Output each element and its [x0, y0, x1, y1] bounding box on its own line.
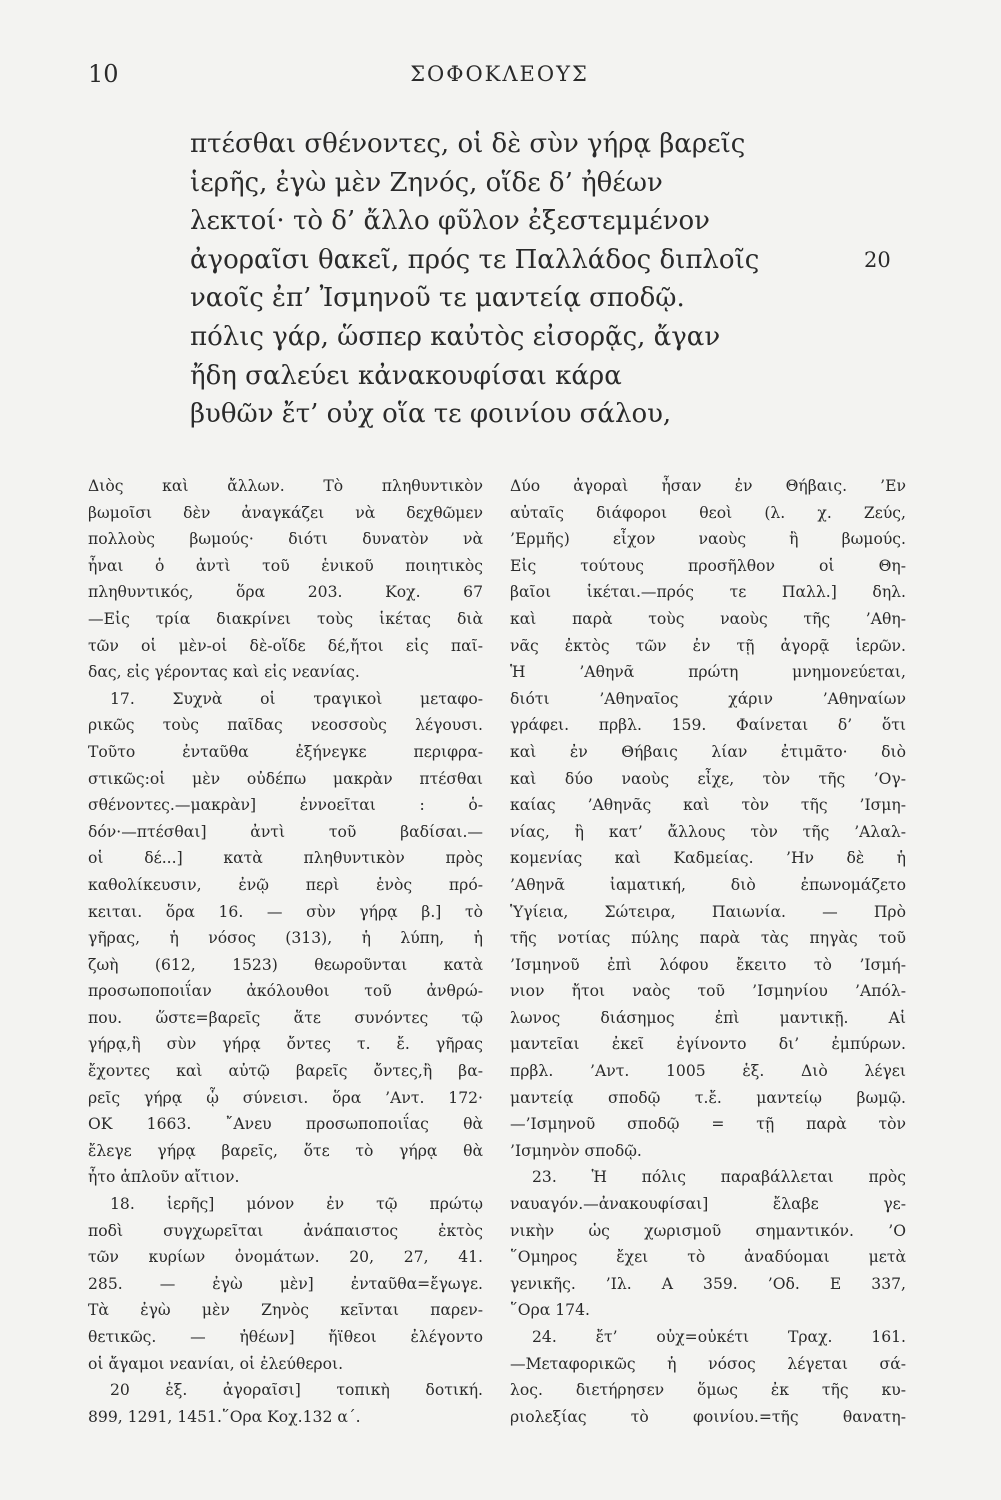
commentary-line: Τοῦτο ἐνταῦθα ἐξήνεγκε περιφρα- [88, 742, 483, 761]
commentary-line: καίας ’Αθηνᾶς καὶ τὸν τῆς ’Ισμη- [510, 796, 906, 815]
commentary-line: κομενίας καὶ Καδμείας. ’Ην δὲ ἡ [510, 849, 906, 868]
page-header [88, 60, 911, 94]
commentary-line: νᾶς ἐκτὸς τῶν ἐν τῇ ἀγορᾷ ἱερῶν. [510, 636, 906, 655]
commentary-line: πολλοὺς βωμούς· διότι δυνατὸν νὰ [88, 530, 483, 549]
commentary-line: Ὑγίεια, Σώτειρα, Παιωνία. — Πρὸ [510, 902, 906, 921]
commentary-line: Τὰ ἐγὼ μὲν Ζηνὸς κεῖνται παρεν- [88, 1301, 483, 1320]
verse-line: πόλις γάρ, ὥσπερ καὐτὸς εἰσορᾷς, ἄγαν [190, 321, 721, 352]
verse-line: ἤδη σαλεύει κἀνακουφίσαι κάρα [190, 360, 622, 391]
commentary-line: ’Ισμηνὸν σποδῷ. [510, 1141, 642, 1160]
commentary-line: αὐταῖς διάφοροι θεοὶ (λ. χ. Ζεύς, [510, 503, 906, 522]
commentary-line: 899, 1291, 1451.῞Ορα Κοχ.132 α΄. [88, 1407, 361, 1426]
verse-line: ναοῖς ἐπ’ Ἰσμηνοῦ τε μαντείᾳ σποδῷ. [190, 283, 685, 314]
commentary-line: τῶν οἱ μὲν-οἱ δὲ-οἵδε δέ,ἤτοι εἰς παῖ- [88, 636, 483, 655]
verse-text [190, 125, 910, 434]
commentary-line: Ἡ ’Αθηνᾶ πρώτη μνημονεύεται, [510, 663, 906, 682]
commentary-line: νιον ἤτοι ναὸς τοῦ ’Ισμηνίου ’Απόλ- [510, 982, 906, 1001]
commentary-line: νίας, ἢ κατ’ ἄλλους τὸν τῆς ’Αλαλ- [510, 822, 906, 841]
commentary-line: —’Ισμηνοῦ σποδῷ = τῇ παρὰ τὸν [510, 1115, 906, 1134]
commentary-line: ’Ερμῆς) εἶχον ναοὺς ἢ βωμούς. [510, 530, 906, 549]
commentary-line: 23. Ἡ πόλις παραβάλλεται πρὸς [532, 1168, 906, 1187]
commentary-line: γράφει. πρβλ. 159. Φαίνεται δ’ ὅτι [510, 716, 906, 735]
commentary-line: τῆς νοτίας πύλης παρὰ τὰς πηγὰς τοῦ [510, 929, 906, 948]
commentary-line: ’Αθηνᾶ ἰαματική, διὸ ἐπωνομάζετο [510, 875, 906, 894]
verse-line: βυθῶν ἔτ’ οὐχ οἵα τε φοινίου σάλου, [190, 399, 672, 430]
commentary-line: Εἰς τούτους προσῆλθον οἱ Θη- [510, 556, 906, 575]
commentary-line: δόν·—πτέσθαι] ἀντὶ τοῦ βαδίσαι.— [88, 822, 483, 841]
commentary-line: πρβλ. ’Αντ. 1005 ἑξ. Διὸ λέγει [510, 1062, 906, 1081]
commentary-right-column [510, 473, 906, 1430]
commentary-line: μαντεῖαι ἐκεῖ ἐγίνοντο δι’ ἐμπύρων. [510, 1035, 906, 1054]
commentary-line: βαῖοι ἱκέται.—πρός τε Παλλ.] δηλ. [510, 583, 906, 602]
commentary-line: ριολεξίας τὸ φοινίου.=τῆς θανατη- [510, 1407, 906, 1426]
commentary-line: καὶ παρὰ τοὺς ναοὺς τῆς ’Αθη- [510, 609, 906, 628]
commentary-line: δας, εἰς γέροντας καὶ εἰς νεανίας. [88, 663, 360, 682]
commentary-line: 285. — ἐγὼ μὲν] ἐνταῦθα=ἔγωγε. [88, 1274, 483, 1293]
commentary-line: πληθυντικός, ὅρα 203. Κοχ. 67 [88, 583, 483, 602]
commentary-line: μαντείᾳ σποδῷ τ.ἔ. μαντείῳ βωμῷ. [510, 1088, 906, 1107]
commentary-line: 17. Συχνὰ οἱ τραγικοὶ μεταφο- [110, 689, 483, 708]
commentary-line: ἔχοντες καὶ αὐτῷ βαρεῖς ὄντες,ἢ βα- [88, 1062, 483, 1081]
commentary-line: καὶ δύο ναοὺς εἶχε, τὸν τῆς ’Ογ- [510, 769, 906, 788]
commentary-line: Δύο ἀγοραὶ ἦσαν ἐν Θήβαις. ’Εν [510, 477, 906, 495]
commentary-line: 20 ἑξ. ἀγοραῖσι] τοπικὴ δοτική. [110, 1381, 483, 1400]
commentary-line: Διὸς καὶ ἄλλων. Τὸ πληθυντικὸν [88, 477, 483, 495]
commentary-line: που. ὥστε=βαρεῖς ἅτε συνόντες τῷ [88, 1008, 483, 1027]
commentary-line: σθένοντες.—μακρὰν] ἐννοεῖται : ὁ- [88, 796, 483, 815]
commentary-line: διότι ’Αθηναῖος χάριν ’Αθηναίων [510, 689, 906, 708]
commentary-line: ἦτο ἁπλοῦν αἴτιον. [88, 1168, 240, 1187]
commentary-line: στικῶς:οἱ μὲν οὐδέπω μακρὰν πτέσθαι [88, 769, 483, 788]
verse-line: ἀγοραῖσι θακεῖ, πρός τε Παλλάδος διπλοῖς 20 [190, 241, 910, 280]
commentary-line: βωμοῖσι δὲν ἀναγκάζει νὰ δεχθῶμεν [88, 503, 483, 522]
commentary-line: —Μεταφορικῶς ἡ νόσος λέγεται σά- [510, 1354, 906, 1373]
commentary-line: ρικῶς τοὺς παῖδας νεοσσοὺς λέγουσι. [88, 716, 483, 735]
commentary-line: ποδὶ συγχωρεῖται ἀνάπαιστος ἐκτὸς [88, 1221, 483, 1240]
commentary-line: οἱ δέ...] κατὰ πληθυντικὸν πρὸς [88, 849, 483, 868]
verse-line-number: 20 [864, 247, 891, 272]
commentary-line: οἱ ἄγαμοι νεανίαι, οἱ ἐλεύθεροι. [88, 1354, 344, 1373]
commentary-line: ἔλεγε γήρᾳ βαρεῖς, ὅτε τὸ γήρᾳ θὰ [88, 1141, 483, 1160]
commentary-line: καθολίκευσιν, ἐνῷ περὶ ἑνὸς πρό- [88, 875, 483, 894]
commentary-line: —Εἰς τρία διακρίνει τοὺς ἱκέτας διὰ [88, 609, 483, 628]
commentary-line: λωνος διάσημος ἐπὶ μαντικῇ. Αἱ [510, 1008, 906, 1027]
commentary-line: νικὴν ὡς χωρισμοῦ σημαντικόν. ’Ο [510, 1221, 906, 1240]
commentary-left-column [88, 473, 483, 1430]
commentary-line: τῶν κυρίων ὀνομάτων. 20, 27, 41. [88, 1248, 483, 1267]
commentary-line: ῞Ομηρος ἔχει τὸ ἀναδύομαι μετὰ [510, 1248, 906, 1267]
commentary-line: ρεῖς γήρᾳ ᾧ σύνεισι. ὅρα ’Αντ. 172· [88, 1088, 483, 1107]
commentary-line: ζωὴ (612, 1523) θεωροῦνται κατὰ [88, 955, 483, 974]
commentary-line: 24. ἔτ’ οὐχ=οὐκέτι Τραχ. 161. [532, 1328, 906, 1346]
commentary-line: γήρᾳ,ἢ σὺν γήρᾳ ὄντες τ. ἔ. γῆρας [88, 1035, 483, 1054]
commentary-line: καὶ ἐν Θήβαις λίαν ἐτιμᾶτο· διὸ [510, 742, 906, 761]
commentary-line: 18. ἱερῆς] μόνον ἐν τῷ πρώτῳ [110, 1195, 483, 1214]
verse-line: λεκτοί· τὸ δ’ ἄλλο φῦλον ἐξεστεμμένον [190, 206, 710, 237]
commentary-line: ἦναι ὁ ἀντὶ τοῦ ἑνικοῦ ποιητικὸς [88, 556, 483, 575]
commentary-line: ναυαγόν.—ἀνακουφίσαι] ἔλαβε γε- [510, 1195, 906, 1214]
commentary-line: προσωποποιΐαν ἀκόλουθοι τοῦ ἀνθρώ- [88, 982, 483, 1001]
commentary-line: θετικῶς. — ἠθέων] ἤϊθεοι ἐλέγοντο [88, 1328, 483, 1346]
commentary-line: ΟΚ 1663. ῎Ανευ προσωποποιΐας θὰ [88, 1115, 483, 1134]
verse-line: ἱερῆς, ἐγὼ μὲν Ζηνός, οἵδε δ’ ἠθέων [190, 167, 663, 198]
commentary-line: λος. διετήρησεν ὅμως ἐκ τῆς κυ- [510, 1381, 906, 1400]
page-number: 10 [88, 60, 119, 88]
commentary-line: ’Ισμηνοῦ ἐπὶ λόφου ἔκειτο τὸ ’Ισμή- [510, 955, 906, 974]
verse-line: πτέσθαι σθένοντες, οἱ δὲ σὺν γήρᾳ βαρεῖς [190, 129, 746, 159]
commentary-line: γῆρας, ἡ νόσος (313), ἡ λύπη, ἡ [88, 929, 483, 948]
commentary-line: κειται. ὅρα 16. — σὺν γήρᾳ β.] τὸ [88, 902, 483, 921]
commentary-line: ῞Ορα 174. [510, 1301, 590, 1320]
running-title: ΣΟΦΟΚΛΕΟΥΣ [410, 62, 589, 86]
commentary-line: γενικῆς. ’Ιλ. Α 359. ’Οδ. Ε 337, [510, 1274, 906, 1293]
